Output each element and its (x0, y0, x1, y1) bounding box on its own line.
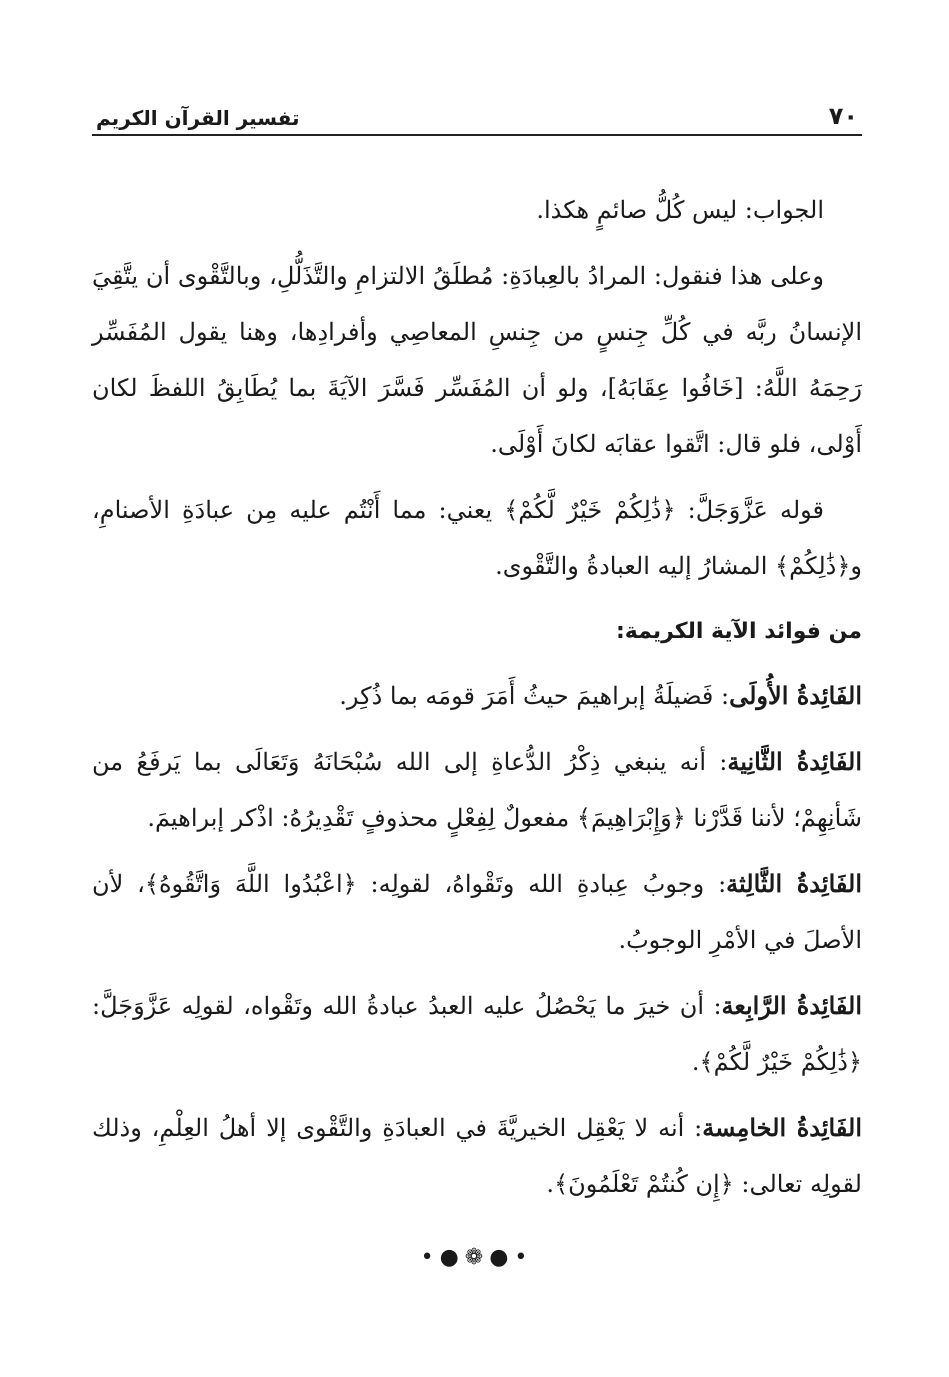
verse-commentary-paragraph (92, 482, 862, 594)
section-heading: من فوائد الآية الكريمة: (615, 619, 862, 644)
quran-quote: ﴿وَإِبْرَاهِيمَ﴾ (576, 804, 686, 832)
benefit-2 (92, 734, 862, 846)
benefit-label: الفَائِدةُ الثَّالِثة (726, 869, 862, 898)
benefit-1 (92, 668, 862, 724)
commentary-lead: قوله عَزَّوَجَلَّ: (675, 496, 824, 524)
section-end-ornament: •●❁●• (420, 1245, 534, 1270)
benefit-label: الفَائِدةُ الثَّانِية (727, 747, 862, 776)
quran-quote: ﴿اعْبُدُوا اللَّهَ وَاتَّقُوهُ﴾ (144, 870, 357, 898)
benefit-tail: . (691, 1048, 700, 1076)
benefit-4 (92, 978, 862, 1090)
benefit-label: الفَائِدةُ الخامِسة (702, 1113, 862, 1142)
benefit-text: : أنه ينبغي ذِكْرُ الدُّعاةِ إلى الله سُبْحَانَهُ وَتَعَالَى بما يَرفَعُ من شَأنِهِمْ؛ لأننا قَدَّرْنا (92, 748, 862, 832)
explanation-text: وعلى هذا فنقول: المرادُ بالعِبادَةِ: مُطلَقُ الالتزامِ والتَّذَلُّلِ، وبالتَّقْوى أن يتَّقِيَ الإنسانُ ربَّه في كُلِّ جِنسٍ من جِنسِ المعاصِي وأفرادِها، وهنا يقول المُفَسِّر رَحِمَهُ اللَّهُ: [خَافُوا عِقَابَهُ]، ولو أن المُفَسِّر فَسَّرَ الآيَةَ بما يُطَابِقُ اللفظَ لكان أَوْلى، فلو قال: اتَّقوا عقابَه لكانَ أَوْلَى. (92, 262, 862, 458)
benefit-label: الفَائِدةُ الرَّابِعة (721, 991, 863, 1020)
benefit-tail: . (546, 1170, 555, 1198)
page-body (92, 182, 862, 1286)
benefit-text: : أنه لا يَعْقِل الخيريَّةَ في العبادَةِ والتَّقْوى إلا أهلُ العِلْمِ، وذلك لقولِه تعالى: (92, 1114, 862, 1198)
benefit-5 (92, 1100, 862, 1212)
answer-text: الجواب: ليس كُلُّ صائمٍ هكذا. (536, 196, 824, 224)
benefit-tail: مفعولٌ لِفِعْلٍ محذوفٍ تَقْدِيرُهُ: اذْكر إبراهيمَ. (147, 804, 577, 832)
quran-quote: ﴿ذَٰلِكُمْ﴾ (775, 552, 851, 580)
quran-quote: ﴿ذَٰلِكُمْ خَيْرٌ لَّكُمْ﴾ (504, 496, 676, 524)
quran-quote: ﴿إِن كُنتُمْ تَعْلَمُونَ﴾ (554, 1170, 734, 1198)
quran-quote: ﴿ذَٰلِكُمْ خَيْرٌ لَّكُمْ﴾ (699, 1048, 862, 1076)
benefit-text: : فَضيلَةُ إبراهيمَ حيثُ أَمَرَ قومَه بما ذُكِر. (339, 682, 730, 710)
benefit-text: : وجوبُ عِبادةِ الله وتَقْواهُ، لقولِه: (356, 870, 727, 898)
benefit-3 (92, 856, 862, 968)
commentary-tail: المشارُ إليه العبادةُ والتَّقْوى. (495, 552, 776, 580)
answer-paragraph (92, 182, 862, 238)
explanation-paragraph (92, 248, 862, 472)
book-page (92, 88, 862, 1286)
commentary-rest: يعني: مما أَنْتُم عليه مِن عبادَةِ الأصنامِ، و (92, 496, 862, 580)
benefit-label: الفَائِدةُ الأُولَى (729, 681, 862, 710)
page-number: ٧٠ (828, 102, 858, 130)
page-header (92, 88, 862, 136)
benefit-tail: ، لأن الأصلَ في الأمْرِ الوجوبُ. (92, 870, 862, 954)
benefit-text: : أن خيرَ ما يَحْصُلُ عليه العبدُ عبادةُ الله وتَقْواه، لقولِه عَزَّوَجَلَّ: (92, 992, 722, 1020)
running-title: تفسير القرآن الكريم (96, 106, 300, 130)
